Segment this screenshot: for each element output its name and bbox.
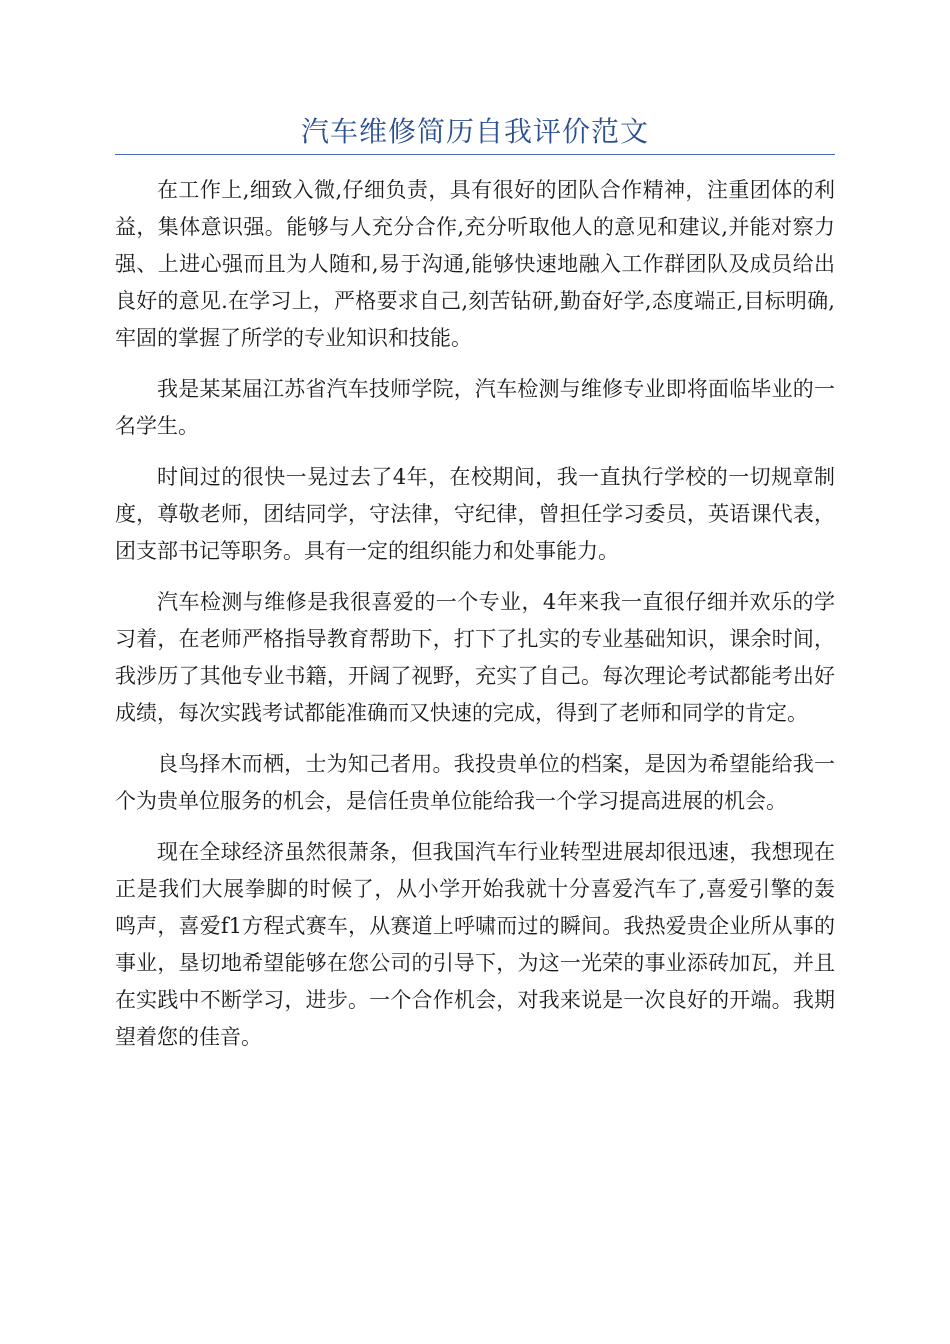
paragraph: 时间过的很快一晃过去了4年，在校期间，我一直执行学校的一切规章制度，尊敬老师，团结同学，守法律，守纪律，曾担任学习委员，英语课代表，团支部书记等职务。具有一定的组织能力和处事能力。 bbox=[115, 465, 835, 563]
document-title: 汽车维修简历自我评价范文 bbox=[300, 115, 649, 148]
paragraph: 在工作上,细致入微,仔细负责，具有很好的团队合作精神，注重团体的利益，集体意识强。能够与人充分合作,充分听取他人的意见和建议,并能对察力强、上进心强而且为人随和,易于沟通,能够快速地融入工作群团队及成员给出良好的意见.在学习上，严格要求自己,刻苦钻研,勤奋好学,态度端正,目标明确,牢固的掌握了所学的专业知识和技能。 bbox=[115, 178, 835, 350]
paragraph: 良鸟择木而栖，士为知己者用。我投贵单位的档案，是因为希望能给我一个为贵单位服务的机会，是信任贵单位能给我一个学习提高进展的机会。 bbox=[115, 752, 835, 813]
paragraph: 汽车检测与维修是我很喜爱的一个专业，4年来我一直很仔细并欢乐的学习着，在老师严格指导教育帮助下，打下了扎实的专业基础知识，课余时间，我涉历了其他专业书籍，开阔了视野，充实了自己。每次理论考试都能考出好成绩，每次实践考试都能准确而又快速的完成，得到了老师和同学的肯定。 bbox=[115, 590, 835, 725]
paragraph: 现在全球经济虽然很萧条，但我国汽车行业转型进展却很迅速，我想现在正是我们大展拳脚的时候了，从小学开始我就十分喜爱汽车了,喜爱引擎的轰鸣声，喜爱f1方程式赛车，从赛道上呼啸而过的瞬间。我热爱贵企业所从事的事业，垦切地希望能够在您公司的引导下，为这一光荣的事业添砖加瓦，并且在实践中不断学习，进步。一个合作机会，对我来说是一次良好的开端。我期望着您的佳音。 bbox=[115, 840, 835, 1049]
title-underline bbox=[115, 154, 835, 155]
paragraph: 我是某某届江苏省汽车技师学院，汽车检测与维修专业即将面临毕业的一名学生。 bbox=[115, 377, 835, 438]
document-body bbox=[115, 172, 835, 1070]
